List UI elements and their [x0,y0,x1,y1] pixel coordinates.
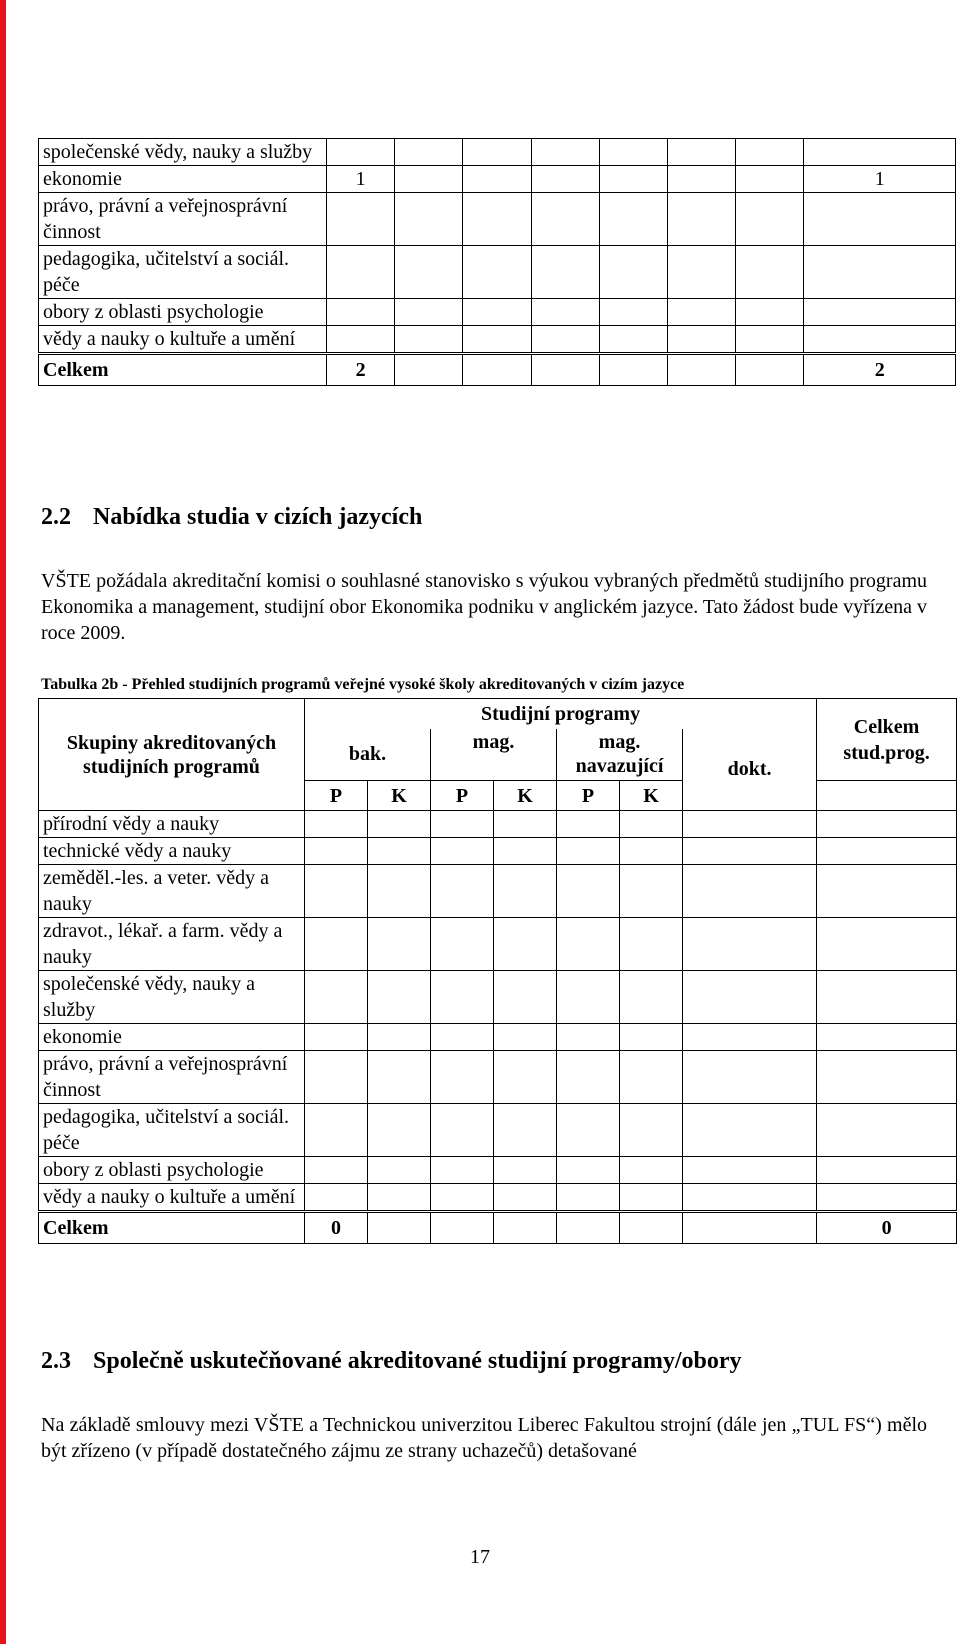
value-cell [667,299,735,326]
value-cell [557,1024,620,1051]
total-label: Celkem [39,354,327,386]
value-cell [667,246,735,299]
row-label: vědy a nauky o kultuře a umění [39,1184,305,1212]
section-number: 2.3 [41,1348,71,1374]
row-label: zdravot., lékař. a farm. vědy a nauky [39,918,305,971]
value-cell [804,139,956,166]
value-cell [557,811,620,838]
value-cell [494,918,557,971]
section-2-2-paragraph: VŠTE požádala akreditační komisi o souhlasné stanovisko s výukou vybraných předmětů studijního programu Ekonomika a management, studijní obor Ekonomika podniku v anglickém jazyce. Tato žádost bude vyřízena v roce 2009. [41,570,927,644]
value-cell [817,811,957,838]
row-label: právo, právní a veřejnosprávní činnost [39,1051,305,1104]
value-cell [620,838,683,865]
value-cell [531,326,599,354]
value-cell [494,971,557,1024]
section-number: 2.2 [41,504,71,530]
total-value-cell [557,1212,620,1244]
value-cell [395,166,463,193]
value-cell [736,166,804,193]
value-cell [736,299,804,326]
value-cell [620,1157,683,1184]
value-cell [557,1051,620,1104]
value-cell [817,918,957,971]
value-cell [494,838,557,865]
table-row [39,865,957,918]
value-cell [683,1157,817,1184]
value-cell [817,971,957,1024]
value-cell [817,1157,957,1184]
value-cell [557,918,620,971]
value-cell [395,139,463,166]
table-1-continuation [38,138,956,386]
value-cell [305,1157,368,1184]
value-cell [368,1157,431,1184]
table-row [39,299,956,326]
value-cell [557,865,620,918]
row-label: ekonomie [39,166,327,193]
total-value-cell [368,1212,431,1244]
value-cell [557,1104,620,1157]
subheader-cell: K [368,781,431,811]
value-cell [305,971,368,1024]
value-cell [599,139,667,166]
row-label: technické vědy a nauky [39,838,305,865]
row-label: obory z oblasti psychologie [39,1157,305,1184]
value-cell [305,1104,368,1157]
value-cell [683,1184,817,1212]
row-label: vědy a nauky o kultuře a umění [39,326,327,354]
value-cell [305,865,368,918]
value-cell [305,1024,368,1051]
subheader-cell: K [620,781,683,811]
value-cell [305,838,368,865]
value-cell [817,1051,957,1104]
section-heading-2-3 [41,1348,742,1375]
value-cell [326,139,394,166]
value-cell [326,193,394,246]
value-cell [736,246,804,299]
value-cell [599,299,667,326]
subheader-cell: P [431,781,494,811]
value-cell [817,1104,957,1157]
total-value-cell: 0 [817,1212,957,1244]
page-number: 17 [470,1546,490,1568]
total-value-cell: 2 [326,354,394,386]
value-cell [431,1104,494,1157]
row-label: právo, právní a veřejnosprávní činnost [39,193,327,246]
value-cell [431,1051,494,1104]
value-cell [395,299,463,326]
value-cell [599,326,667,354]
table-row [39,246,956,299]
total-value-cell [431,1212,494,1244]
value-cell [599,166,667,193]
value-cell [804,246,956,299]
value-cell [804,326,956,354]
value-cell [683,918,817,971]
value-cell [817,1184,957,1212]
value-cell [494,1104,557,1157]
table-row [39,1157,957,1184]
value-cell [620,1024,683,1051]
value-cell [368,1024,431,1051]
value-cell [368,1051,431,1104]
value-cell [683,811,817,838]
value-cell [463,326,531,354]
value-cell [494,811,557,838]
header-programs [305,699,817,729]
value-cell [736,326,804,354]
value-cell [804,299,956,326]
value-cell [494,865,557,918]
value-cell [736,139,804,166]
value-cell [326,326,394,354]
value-cell [368,971,431,1024]
value-cell [431,1024,494,1051]
value-cell [817,838,957,865]
value-cell [368,865,431,918]
value-cell [531,139,599,166]
table-row [39,166,956,193]
value-cell [368,1104,431,1157]
value-cell [817,1024,957,1051]
value-cell [683,865,817,918]
value-cell [395,246,463,299]
value-cell [463,299,531,326]
total-value-cell [531,354,599,386]
table-row [39,1184,957,1212]
value-cell [494,1024,557,1051]
value-cell: 1 [804,166,956,193]
header-groups [39,699,305,811]
value-cell [557,1157,620,1184]
row-label: společenské vědy, nauky a služby [39,971,305,1024]
row-label: přírodní vědy a nauky [39,811,305,838]
value-cell [463,139,531,166]
table-row [39,1024,957,1051]
total-label: Celkem [39,1212,305,1244]
value-cell [620,1184,683,1212]
value-cell [736,193,804,246]
value-cell [531,166,599,193]
value-cell [599,246,667,299]
value-cell [620,918,683,971]
total-value-cell [599,354,667,386]
value-cell [817,865,957,918]
subheader-cell: P [557,781,620,811]
value-cell [667,193,735,246]
value-cell [395,193,463,246]
value-cell [305,918,368,971]
header-total-empty [817,781,957,811]
total-value-cell [463,354,531,386]
header-mag-nav [557,729,683,781]
value-cell [683,838,817,865]
value-cell [326,299,394,326]
value-cell [305,1184,368,1212]
total-value-cell [667,354,735,386]
header-groups-text: Skupiny akreditovaných studijních programů [66,731,277,778]
value-cell [683,1104,817,1157]
value-cell [620,1051,683,1104]
value-cell [620,1104,683,1157]
total-row [39,354,956,386]
total-value-cell [395,354,463,386]
total-value-cell: 0 [305,1212,368,1244]
value-cell [463,193,531,246]
value-cell [463,246,531,299]
table-row [39,918,957,971]
total-value-cell [736,354,804,386]
total-value-cell [494,1212,557,1244]
header-mag-nav-text: mag. navazující [575,731,664,778]
value-cell [683,1051,817,1104]
value-cell [305,811,368,838]
value-cell [531,299,599,326]
table-row [39,193,956,246]
header-mag-text: mag. [472,730,515,753]
header-mag [431,729,557,781]
value-cell [431,865,494,918]
table-caption: Tabulka 2b - Přehled studijních programů veřejné vysoké školy akreditovaných v cizím jazyce [41,676,685,693]
section-2-3-paragraph: Na základě smlouvy mezi VŠTE a Technickou univerzitou Liberec Fakultou strojní (dále jen „TUL FS“) mělo být zřízeno (v případě dostatečného zájmu ze strany uchazečů) detašované [41,1414,927,1462]
row-label: pedagogika, učitelství a sociál. péče [39,246,327,299]
total-row [39,1212,957,1244]
value-cell [620,971,683,1024]
value-cell [667,166,735,193]
value-cell [431,838,494,865]
value-cell [395,326,463,354]
value-cell [667,326,735,354]
value-cell [431,971,494,1024]
table-2b [38,698,957,1244]
value-cell [620,865,683,918]
total-value-cell [683,1212,817,1244]
row-label: obory z oblasti psychologie [39,299,327,326]
row-label: ekonomie [39,1024,305,1051]
value-cell [557,971,620,1024]
value-cell [531,246,599,299]
total-value-cell: 2 [804,354,956,386]
row-label: pedagogika, učitelství a sociál. péče [39,1104,305,1157]
value-cell [683,971,817,1024]
value-cell [494,1184,557,1212]
value-cell [494,1051,557,1104]
table-row [39,1104,957,1157]
value-cell [368,811,431,838]
row-label: zeměděl.-les. a veter. vědy a nauky [39,865,305,918]
header-programs-text: Studijní programy [480,702,641,725]
header-total [817,699,957,781]
value-cell [599,193,667,246]
section-heading-2-2 [41,504,422,531]
subheader-cell: P [305,781,368,811]
value-cell [531,193,599,246]
value-cell [368,838,431,865]
table-row [39,811,957,838]
header-bak [305,729,431,781]
subheader-cell: K [494,781,557,811]
total-value-cell [620,1212,683,1244]
page-edge-red-bar [0,0,6,1644]
value-cell [431,918,494,971]
table-row [39,971,957,1024]
value-cell [804,193,956,246]
table-row [39,326,956,354]
value-cell [431,1184,494,1212]
table-row [39,838,957,865]
section-title: Nabídka studia v cizích jazycích [93,504,423,530]
table-row [39,139,956,166]
section-title: Společně uskutečňované akreditované studijní programy/obory [93,1348,742,1374]
value-cell [431,811,494,838]
value-cell [326,246,394,299]
value-cell [667,139,735,166]
value-cell [683,1024,817,1051]
header-bak-text: bak. [348,743,387,766]
value-cell [463,166,531,193]
row-label: společenské vědy, nauky a služby [39,139,327,166]
value-cell [368,918,431,971]
value-cell [557,1184,620,1212]
table-row [39,1051,957,1104]
value-cell [494,1157,557,1184]
value-cell [305,1051,368,1104]
value-cell [620,811,683,838]
value-cell [368,1184,431,1212]
value-cell [431,1157,494,1184]
value-cell [557,838,620,865]
value-cell: 1 [326,166,394,193]
header-dokt-text: dokt. [727,758,772,781]
header-dokt [683,729,817,811]
header-total-text: Celkem stud.prog. [843,715,930,764]
